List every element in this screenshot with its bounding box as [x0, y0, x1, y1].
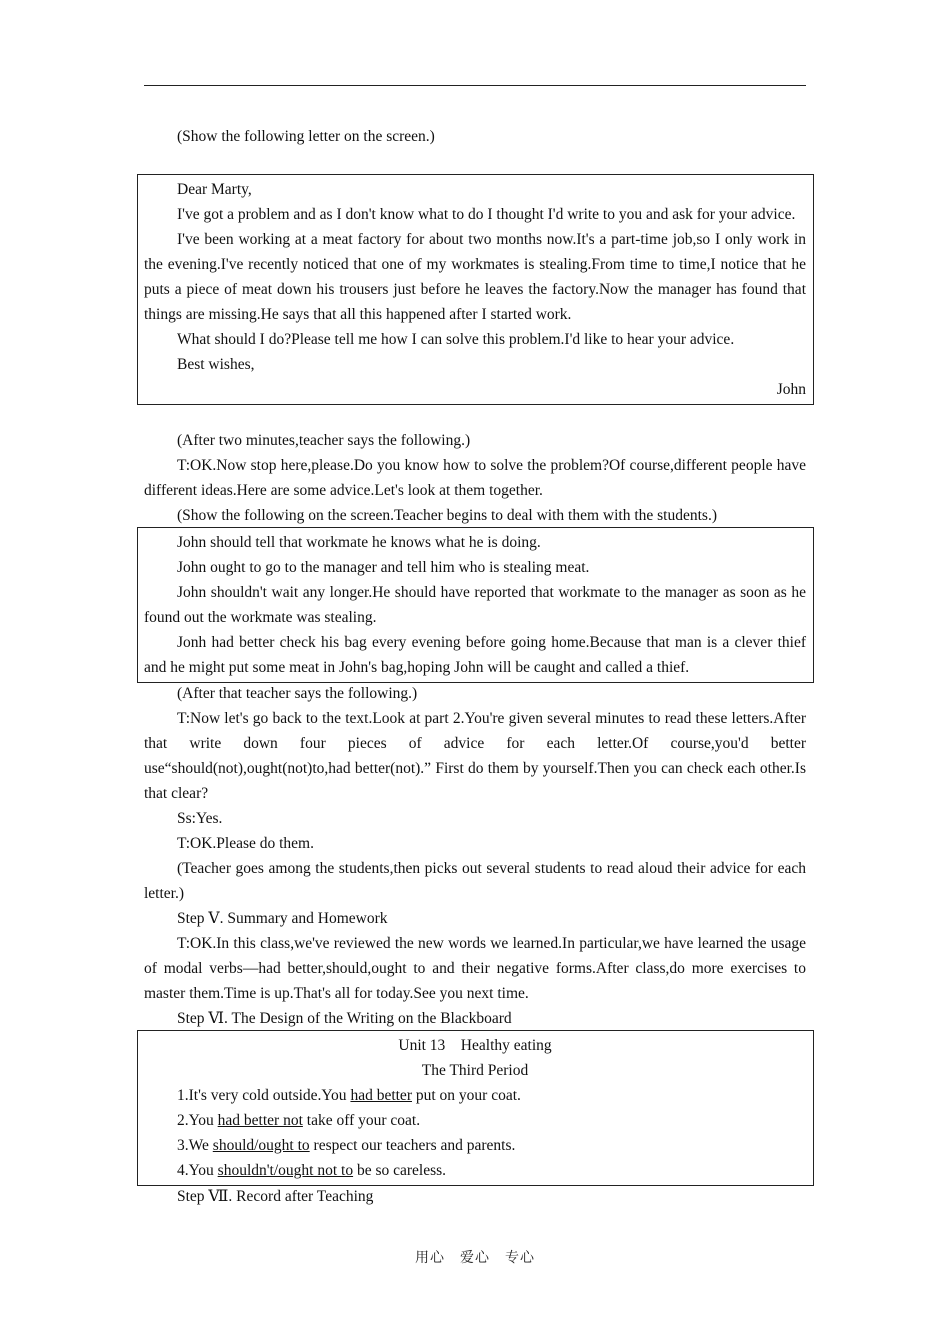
sentence-3-key: should/ought to — [212, 1137, 310, 1154]
step-5-heading: Step Ⅴ. Summary and Homework — [177, 910, 388, 927]
final-section — [144, 1184, 806, 1209]
letter-greeting: Dear Marty, — [177, 181, 252, 198]
after-letter-section — [144, 428, 806, 528]
sentence-3-post: respect our teachers and parents. — [309, 1137, 516, 1154]
middle-line-4: T:OK.Please do them. — [177, 835, 314, 852]
blackboard-title: Unit 13 Healthy eating — [398, 1037, 552, 1054]
blackboard-sentence-1 — [144, 1083, 806, 1108]
letter-paragraph-2: I've been working at a meat factory for about two months now.It's a part-time job,so I only work in the evening.I've recently noticed that one of my workmates is stealing.From time to time,I notice that he puts a piece of meat down his trousers just before he leaves the factory.Now the manager has found that things are missing.He says that all this happened after I started work. — [144, 231, 806, 323]
sentence-1-post: put on your coat. — [411, 1087, 521, 1104]
middle-line-1: (After that teacher says the following.) — [177, 685, 418, 702]
blackboard-sentence-4 — [144, 1158, 806, 1183]
middle-line-5: (Teacher goes among the students,then picks out several students to read aloud their advice for each letter.) — [144, 860, 806, 902]
letter-paragraph-1: I've got a problem and as I don't know what to do I thought I'd write to you and ask for your advice. — [177, 206, 796, 223]
intro-line: (Show the following letter on the screen.) — [177, 128, 435, 145]
middle-line-3: Ss:Yes. — [177, 810, 223, 827]
letter-closing: Best wishes, — [177, 356, 255, 373]
sentence-4-pre: 4.You — [177, 1162, 218, 1179]
after-letter-line-2: T:OK.Now stop here,please.Do you know how to solve the problem?Of course,different people have different ideas.Here are some advice.Let's look at them together. — [144, 457, 806, 499]
header-rule — [144, 85, 806, 86]
letter-signature: John — [776, 381, 806, 398]
page-footer: 用心 爱心 专心 — [415, 1250, 535, 1266]
advice-item-4: Jonh had better check his bag every evening before going home.Because that man is a clever thief and he might put some meat in John's bag,hoping John will be caught and called a thief. — [144, 634, 806, 676]
middle-line-7: T:OK.In this class,we've reviewed the new words we learned.In particular,we have learned the usage of modal verbs—had better,should,ought to and their negative forms.After class,do more exercises to master them.Time is up.That's all for today.See you next time. — [144, 935, 806, 1002]
sentence-4-post: be so careless. — [353, 1162, 447, 1179]
sentence-1-pre: 1.It's very cold outside.You — [177, 1087, 351, 1104]
letter-paragraph-3: What should I do?Please tell me how I can solve this problem.I'd like to hear your advice. — [177, 331, 735, 348]
sentence-2-pre: 2.You — [177, 1112, 218, 1129]
sentence-2-post: take off your coat. — [302, 1112, 421, 1129]
advice-item-1: John should tell that workmate he knows what he is doing. — [177, 534, 541, 551]
blackboard-sentence-3 — [144, 1133, 806, 1158]
sentence-3-pre: 3.We — [177, 1137, 213, 1154]
sentence-2-key: had better not — [217, 1112, 303, 1129]
advice-item-2: John ought to go to the manager and tell him who is stealing meat. — [177, 559, 590, 576]
middle-section — [144, 681, 806, 1031]
step-7-heading: Step Ⅶ. Record after Teaching — [177, 1188, 374, 1205]
blackboard-sentence-2 — [144, 1108, 806, 1133]
advice-item-3: John shouldn't wait any longer.He should have reported that workmate to the manager as soon as he found out the workmate was stealing. — [144, 584, 806, 626]
sentence-1-key: had better — [350, 1087, 412, 1104]
step-6-heading: Step Ⅵ. The Design of the Writing on the Blackboard — [177, 1010, 512, 1027]
after-letter-line-3: (Show the following on the screen.Teacher begins to deal with them with the students.) — [177, 507, 717, 524]
advice-box — [137, 527, 814, 683]
blackboard-box — [137, 1030, 814, 1186]
after-letter-line-1: (After two minutes,teacher says the following.) — [177, 432, 471, 449]
letter-box — [137, 174, 814, 405]
middle-line-2: T:Now let's go back to the text.Look at part 2.You're given several minutes to read these letters.After that write down four pieces of advice for each letter.Of course,you'd better use“should(not),ought(not)to,had better(not).” First do them by yourself.Then you can check each other.Is that clear? — [144, 710, 806, 802]
intro-section — [144, 124, 806, 149]
sentence-4-key: shouldn't/ought not to — [217, 1162, 354, 1179]
blackboard-subtitle: The Third Period — [421, 1062, 529, 1079]
